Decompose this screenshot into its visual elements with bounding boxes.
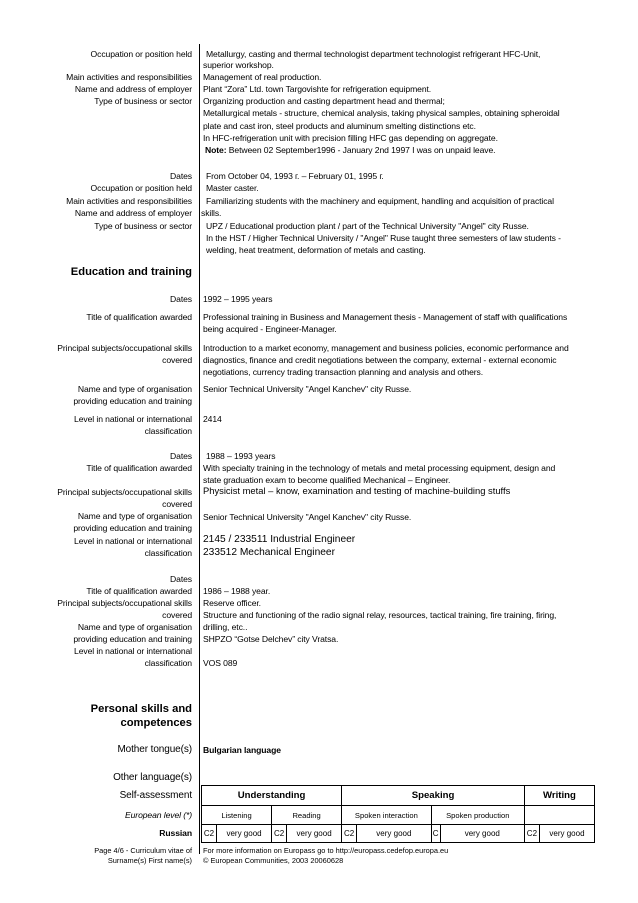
level-code: C2 bbox=[202, 825, 217, 843]
experience-line: welding, heat treatment, deformation of metals and casting. bbox=[206, 245, 426, 255]
subjects-text: Structure and functioning of the radio signal relay, resources, tactical training, fire training, firing, bbox=[203, 610, 557, 620]
experience-line: Organizing production and casting department head and thermal; bbox=[203, 96, 445, 106]
experience-line: Metallurgical metals - structure, chemical analysis, taking physical samples, obtaining spheroidal bbox=[203, 108, 560, 118]
level-code: C2 bbox=[272, 825, 287, 843]
experience-line: Familiarizing students with the machinery and equipment, handling and acquisition of practical bbox=[206, 196, 554, 206]
subjects-text: negotiations, currency trading transaction planning and analysis and others. bbox=[203, 367, 483, 377]
subjects-label: Principal subjects/occupational skills bbox=[57, 343, 192, 353]
writing-header: Writing bbox=[524, 786, 594, 806]
level-code: C2 bbox=[524, 825, 539, 843]
experience-line: skills. bbox=[201, 208, 222, 218]
experience-line: Master caster. bbox=[206, 183, 259, 193]
dates-label: Dates bbox=[170, 294, 192, 304]
level-code: C bbox=[431, 825, 440, 843]
footer-name: Surname(s) First name(s) bbox=[107, 856, 192, 865]
qualification-title: With specialty training in the technology of metals and metal processing equipment, design and bbox=[203, 463, 556, 473]
occupation-label: Occupation or position held bbox=[90, 49, 192, 59]
title-label: Title of qualification awarded bbox=[86, 312, 192, 322]
education-dates: 1988 – 1993 years bbox=[206, 451, 276, 461]
level-text: very good bbox=[357, 825, 432, 843]
mother-tongue-label: Mother tongue(s) bbox=[117, 744, 192, 755]
title-label: Title of qualification awarded bbox=[86, 463, 192, 473]
experience-line: Plant “Zora” Ltd. town Targovishte for refrigeration equipment. bbox=[203, 84, 432, 94]
leave-note bbox=[205, 145, 610, 156]
dates-label: Dates bbox=[170, 171, 192, 181]
organisation-text: Senior Technical University "Angel Kanchev" city Russe. bbox=[203, 512, 412, 522]
language-self-assessment-table bbox=[201, 785, 595, 843]
level-text: 2414 bbox=[203, 414, 222, 424]
experience-line: In the HST / Higher Technical University / "Angel" Ruse taught three semesters of law students - bbox=[206, 233, 561, 243]
employer-label: Name and address of employer bbox=[74, 208, 192, 218]
organisation-label-cont: providing education and training bbox=[73, 523, 192, 533]
qualification-title: Reserve officer. bbox=[203, 598, 261, 608]
organisation-text: SHPZO “Gotse Delchev” city Vratsa. bbox=[203, 634, 339, 644]
sector-label: Type of business or sector bbox=[94, 221, 192, 231]
experience-line: Management of real production. bbox=[203, 72, 322, 82]
organisation-label: Name and type of organisation bbox=[77, 622, 192, 632]
subjects-text: drilling, etc.. bbox=[203, 622, 248, 632]
level-label: Level in national or international bbox=[74, 414, 192, 424]
level-text: VOS 089 bbox=[203, 658, 238, 668]
subjects-text: Introduction to a market economy, management and business policies, economic performance and bbox=[203, 343, 569, 353]
footer-right bbox=[203, 846, 448, 866]
footer-info: For more information on Europass go to http://europass.cedefop.europa.eu bbox=[203, 846, 449, 855]
level-text: 2145 / 233511 Industrial Engineer bbox=[203, 534, 356, 545]
understanding-header: Understanding bbox=[202, 786, 342, 806]
organisation-label-cont: providing education and training bbox=[73, 396, 192, 406]
activities-label: Main activities and responsibilities bbox=[66, 196, 192, 206]
skills-heading: Personal skills and bbox=[90, 703, 192, 715]
other-languages-label: Other language(s) bbox=[113, 772, 192, 783]
organisation-label-cont: providing education and training bbox=[73, 634, 192, 644]
title-label: Title of qualification awarded bbox=[86, 586, 192, 596]
level-label: Level in national or international bbox=[74, 536, 192, 546]
note-text: Between 02 September1996 - January 2nd 1997 I was on unpaid leave. bbox=[228, 145, 496, 155]
qualification-title-cont: state graduation exam to become qualified Mechanical – Engineer. bbox=[203, 475, 451, 485]
level-code: C2 bbox=[342, 825, 357, 843]
skills-heading-cont: competences bbox=[120, 717, 192, 729]
experience-line: Metallurgy, casting and thermal technologist department technologist refrigerant HFC-Unit, bbox=[206, 49, 541, 59]
footer-left bbox=[0, 846, 192, 866]
subjects-text: diagnostics, finance and credit negotiations between the company, external - external economic bbox=[203, 355, 557, 365]
subjects-label-cont: covered bbox=[162, 355, 192, 365]
education-dates: 1992 – 1995 years bbox=[203, 294, 273, 304]
subjects-label: Principal subjects/occupational skills bbox=[57, 598, 192, 608]
employer-label: Name and address of employer bbox=[74, 84, 192, 94]
reading-header: Reading bbox=[272, 806, 342, 825]
subjects-label-cont: covered bbox=[162, 610, 192, 620]
dates-label: Dates bbox=[170, 451, 192, 461]
experience-line: UPZ / Educational production plant / part of the Technical University "Angel" city Russe. bbox=[206, 221, 529, 231]
level-text: very good bbox=[440, 825, 524, 843]
organisation-text: Senior Technical University "Angel Kanchev" city Russe. bbox=[203, 384, 412, 394]
footer-copyright: © European Communities, 2003 20060628 bbox=[203, 856, 344, 865]
european-level-label: European level (*) bbox=[125, 810, 192, 820]
qualification-title-cont: being acquired - Engineer-Manager. bbox=[203, 324, 337, 334]
self-assessment-label: Self-assessment bbox=[119, 790, 192, 801]
level-label: Level in national or international bbox=[74, 646, 192, 656]
qualification-title: Professional training in Business and Management thesis - Management of staff with qualifications bbox=[203, 312, 568, 322]
footer-page-info: Page 4/6 - Curriculum vitae of bbox=[94, 846, 192, 855]
note-label: Note: bbox=[205, 145, 227, 155]
activities-label: Main activities and responsibilities bbox=[66, 72, 192, 82]
subjects-text: Physicist metal – know, examination and testing of machine-building stuffs bbox=[203, 485, 511, 496]
speaking-header: Speaking bbox=[342, 786, 525, 806]
subjects-label: Principal subjects/occupational skills bbox=[57, 487, 192, 497]
occupation-label: Occupation or position held bbox=[90, 183, 192, 193]
experience-line: From October 04, 1993 г. – February 01, 1995 г. bbox=[206, 171, 384, 181]
level-text: very good bbox=[217, 825, 272, 843]
experience-line: superior workshop. bbox=[203, 60, 274, 70]
level-text: very good bbox=[539, 825, 594, 843]
sector-label: Type of business or sector bbox=[94, 96, 192, 106]
writing-subheader bbox=[524, 806, 594, 825]
education-heading: Education and training bbox=[70, 266, 192, 278]
education-dates: 1986 – 1988 year. bbox=[203, 586, 271, 596]
listening-header: Listening bbox=[202, 806, 272, 825]
spoken-production-header: Spoken production bbox=[431, 806, 524, 825]
organisation-label: Name and type of organisation bbox=[77, 511, 192, 521]
level-label-cont: classification bbox=[144, 426, 192, 436]
language-name: Russian bbox=[159, 828, 192, 838]
mother-tongue-value: Bulgarian language bbox=[203, 745, 281, 755]
level-text-cont: 233512 Mechanical Engineer bbox=[203, 547, 335, 558]
dates-label: Dates bbox=[170, 574, 192, 584]
organisation-label: Name and type of organisation bbox=[77, 384, 192, 394]
level-label-cont: classification bbox=[144, 658, 192, 668]
subjects-label-cont: covered bbox=[162, 499, 192, 509]
column-divider bbox=[199, 44, 200, 854]
level-label-cont: classification bbox=[144, 548, 192, 558]
experience-line: plate and cast iron, steel products and aluminum smelting distinctions etc. bbox=[203, 121, 476, 131]
experience-line: In HFC-refrigeration unit with precision filling HFC gas depending on aggregate. bbox=[203, 133, 498, 143]
spoken-interaction-header: Spoken interaction bbox=[342, 806, 432, 825]
level-text: very good bbox=[287, 825, 342, 843]
